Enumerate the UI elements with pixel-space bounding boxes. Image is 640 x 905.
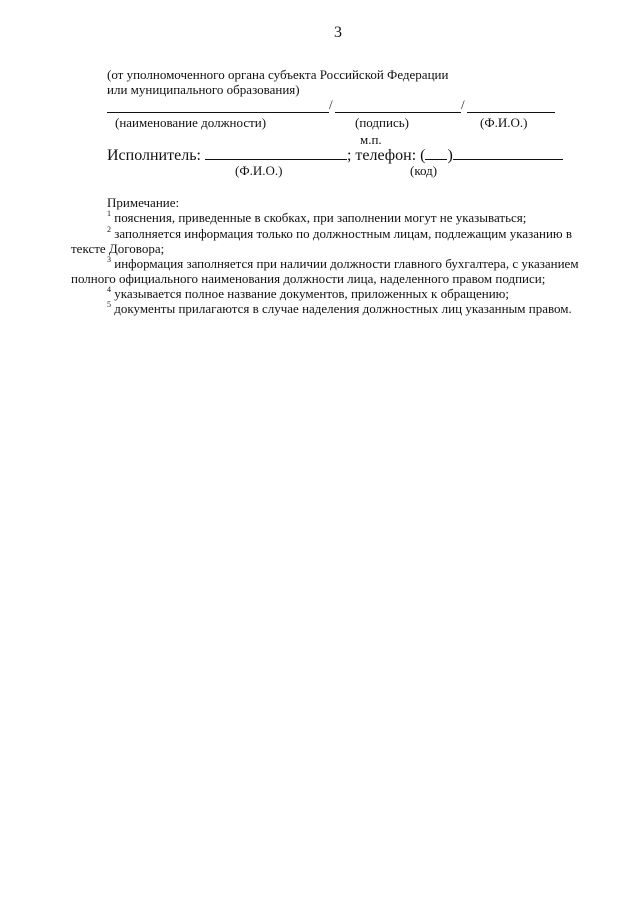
code-label: (код)	[410, 163, 438, 178]
signature-field-line[interactable]	[335, 112, 461, 113]
note-text: заполняется информация только по должностным лицам, подлежащим указанию в	[114, 226, 573, 241]
slash-2: /	[461, 97, 465, 112]
notes-title: Примечание:	[107, 195, 180, 210]
note-number: 1	[107, 209, 111, 218]
note-item-2	[107, 226, 572, 242]
slash-1: /	[329, 97, 333, 112]
note-number: 3	[107, 255, 111, 264]
label-signature: (подпись)	[355, 115, 409, 130]
page-number: 3	[334, 24, 342, 41]
executor-label: Исполнитель:	[107, 147, 201, 164]
position-field-line[interactable]	[107, 112, 329, 113]
stamp-label: м.п.	[360, 132, 382, 147]
note-number: 2	[107, 225, 111, 234]
executor-fio-field[interactable]	[205, 145, 347, 160]
note-item-4	[107, 286, 509, 302]
phone-label: ; телефон: (	[346, 147, 426, 164]
header-line-2: или муниципального образования)	[107, 82, 300, 97]
executor-fio-label: (Ф.И.О.)	[235, 163, 283, 178]
note-text: документы прилагаются в случае наделения должностных лиц указанным правом.	[114, 301, 572, 316]
phone-number-field[interactable]	[453, 145, 563, 160]
note-item-2-cont: тексте Договора;	[71, 241, 165, 256]
label-fio: (Ф.И.О.)	[480, 115, 528, 130]
label-position: (наименование должности)	[115, 115, 267, 130]
phone-close: )	[447, 147, 453, 164]
note-number: 5	[107, 300, 111, 309]
note-item-1	[107, 210, 526, 226]
header-line-1: (от уполномоченного органа субъекта Российской Федерации	[107, 67, 449, 82]
note-number: 4	[107, 285, 111, 294]
fio-field-line[interactable]	[467, 112, 555, 113]
note-text: информация заполняется при наличии должности главного бухгалтера, с указанием	[114, 256, 579, 271]
note-item-5	[107, 301, 572, 317]
note-text: пояснения, приведенные в скобках, при заполнении могут не указываться;	[114, 210, 527, 225]
executor-row	[107, 145, 563, 165]
phone-code-field[interactable]	[425, 145, 447, 160]
note-text: указывается полное название документов, приложенных к обращению;	[114, 286, 509, 301]
note-item-3	[107, 256, 579, 272]
note-item-3-cont: полного официального наименования должности лица, наделенного правом подписи;	[71, 271, 546, 286]
